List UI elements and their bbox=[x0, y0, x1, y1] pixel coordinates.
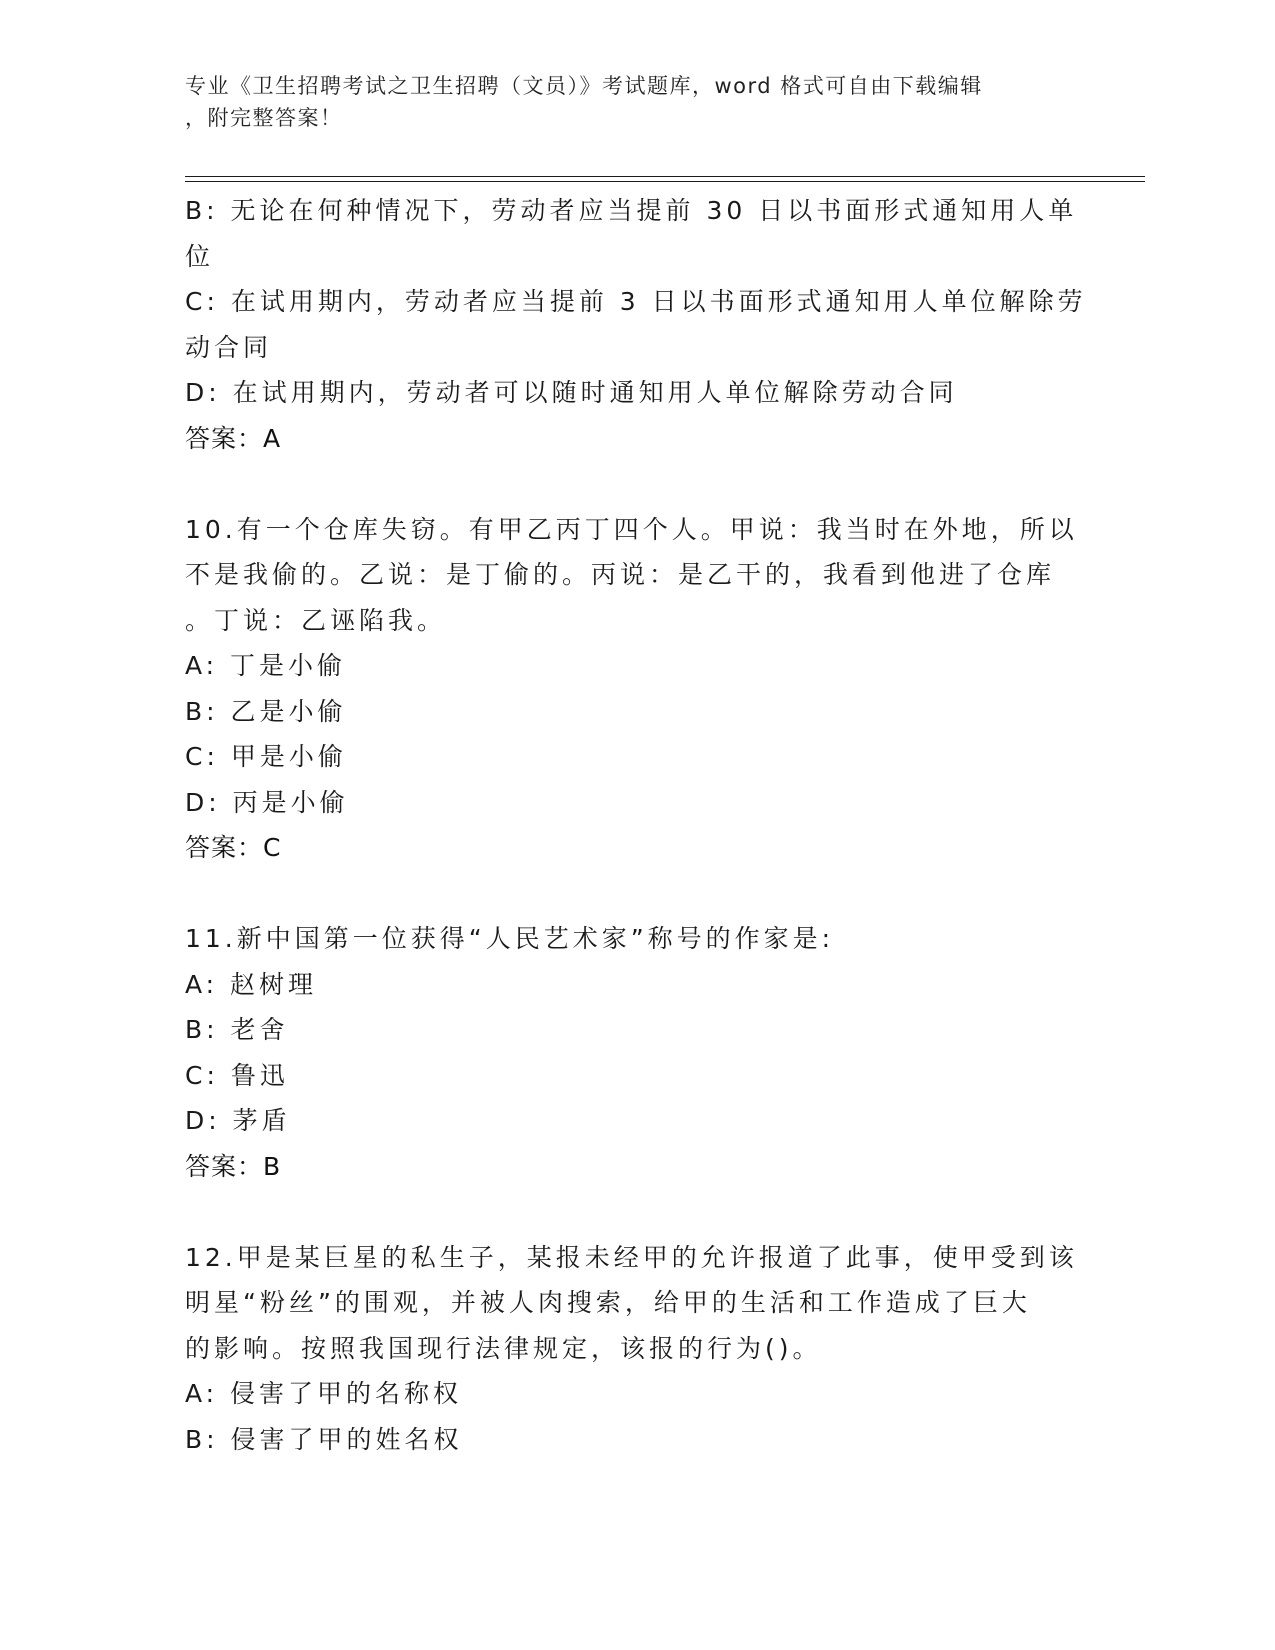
option-line: 动合同 bbox=[185, 332, 273, 362]
header-divider-top bbox=[185, 176, 1145, 177]
option-line: B: 乙是小偷 bbox=[185, 696, 347, 726]
question-block-9 bbox=[185, 188, 1087, 461]
question-text-line: 的影响。按照我国现行法律规定，该报的行为()。 bbox=[185, 1333, 822, 1363]
option-line: B: 老舍 bbox=[185, 1015, 289, 1044]
option-line: D: 茅盾 bbox=[185, 1106, 291, 1135]
document-header: 专业《卫生招聘考试之卫生招聘（文员）》考试题库，word 格式可自由下载编辑 ，附完整答案！ bbox=[185, 74, 983, 130]
option-line: 位 bbox=[185, 241, 215, 271]
option-line: A: 赵树理 bbox=[185, 969, 318, 999]
option-line: C: 鲁迅 bbox=[185, 1060, 289, 1090]
question-text-line: 明星“粉丝”的围观，并被人肉搜索，给甲的生活和工作造成了巨大 bbox=[185, 1288, 1031, 1317]
header-divider-bottom bbox=[185, 181, 1145, 182]
option-line: C: 甲是小偷 bbox=[185, 742, 347, 771]
question-text-line: 不是我偷的。乙说：是丁偷的。丙说：是乙干的，我看到他进了仓库 bbox=[185, 560, 1056, 589]
option-line: B: 侵害了甲的姓名权 bbox=[185, 1424, 463, 1454]
option-line: B: 无论在何种情况下，劳动者应当提前 30 日以书面形式通知用人单 bbox=[185, 196, 1078, 225]
question-block-11 bbox=[185, 916, 1075, 1189]
question-block-10 bbox=[185, 507, 1078, 871]
question-text-line: 10.有一个仓库失窃。有甲乙丙丁四个人。甲说：我当时在外地，所以 bbox=[185, 514, 1078, 544]
option-line: A: 侵害了甲的名称权 bbox=[185, 1379, 463, 1408]
option-line: C: 在试用期内，劳动者应当提前 3 日以书面形式通知用人单位解除劳 bbox=[185, 287, 1087, 316]
block-spacer bbox=[185, 1189, 1075, 1235]
block-spacer bbox=[185, 461, 1075, 507]
option-line: D: 在试用期内，劳动者可以随时通知用人单位解除劳动合同 bbox=[185, 378, 958, 407]
answer-line: 答案：B bbox=[185, 1151, 282, 1181]
block-spacer bbox=[185, 871, 1075, 917]
option-line: A: 丁是小偷 bbox=[185, 651, 347, 680]
answer-line: 答案：A bbox=[185, 423, 282, 453]
question-text-line: 。丁说：乙诬陷我。 bbox=[185, 605, 447, 635]
answer-line: 答案：C bbox=[185, 833, 282, 862]
question-block-12 bbox=[185, 1235, 1078, 1463]
question-text-line: 11.新中国第一位获得“人民艺术家”称号的作家是: bbox=[185, 924, 835, 953]
question-list bbox=[185, 188, 1087, 1462]
option-line: D: 丙是小偷 bbox=[185, 787, 349, 817]
question-text-line: 12.甲是某巨星的私生子，某报未经甲的允许报道了此事，使甲受到该 bbox=[185, 1242, 1078, 1272]
